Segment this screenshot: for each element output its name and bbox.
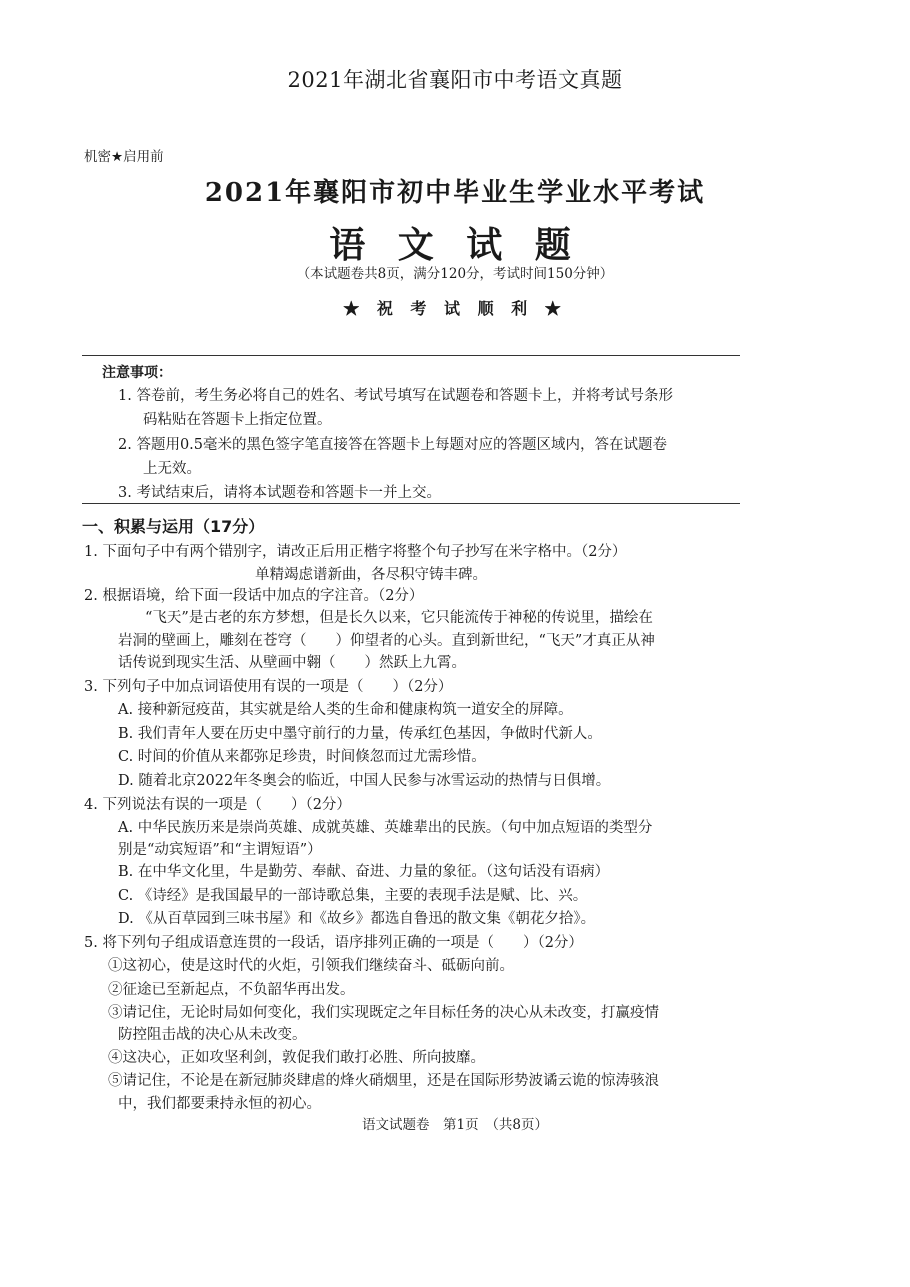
notice-line: 3. 考试结束后，请将本试题卷和答题卡一并上交。 — [118, 485, 441, 501]
section-heading: 一、积累与运用（17分） — [82, 517, 265, 536]
notice-bottom-rule — [82, 503, 740, 504]
sentence-line: ④这决心，正如攻坚利剑，敦促我们敢打必胜、所向披靡。 — [108, 1050, 485, 1066]
option-line: 别是“动宾短语”和“主谓短语”） — [118, 842, 322, 858]
sentence-line: 中，我们都要秉持永恒的初心。 — [118, 1096, 321, 1112]
question-line: 话传说到现实生活、从壁画中翱（ ）然跃上九霄。 — [118, 655, 466, 671]
option-line: A. 中华民族历来是崇尚英雄、成就英雄、英雄辈出的民族。（句中加点短语的类型分 — [118, 820, 653, 836]
sentence-line: ③请记住，无论时局如何变化，我们实现既定之年目标任务的决心从未改变，打赢疫情 — [108, 1005, 659, 1021]
option-line: B. 我们青年人要在历史中墨守前行的力量，传承红色基因，争做时代新人。 — [118, 726, 602, 742]
notice-line: 上无效。 — [143, 461, 201, 477]
option-line: D. 随着北京2022年冬奥会的临近，中国人民参与冰雪运动的热情与日俱增。 — [118, 773, 611, 789]
notice-line: 2. 答题用0.5毫米的黑色签字笔直接答在答题卡上每题对应的答题区域内，答在试题卷 — [118, 437, 668, 453]
document-title: 2021年湖北省襄阳市中考语文真题 — [287, 68, 623, 92]
question-line: 单精竭虑谱新曲，各尽积守铸丰碑。 — [255, 567, 487, 583]
exam-name: 2021年襄阳市初中毕业生学业水平考试 — [204, 178, 706, 208]
sentence-line: 防控阻击战的决心从未改变。 — [118, 1027, 307, 1043]
question-line: 5. 将下列句子组成语意连贯的一段话，语序排列正确的一项是（ ）（2分） — [84, 935, 583, 951]
option-line: C. 《诗经》是我国最早的一部诗歌总集，主要的表现手法是赋、比、兴。 — [118, 888, 588, 904]
page-footer: 语文试题卷 第1页 （共8页） — [362, 1117, 548, 1133]
option-line: A. 接种新冠疫苗，其实就是给人类的生命和健康构筑一道安全的屏障。 — [118, 702, 573, 718]
notice-top-rule — [82, 355, 740, 356]
option-line: D. 《从百草园到三味书屋》和《故乡》都选自鲁迅的散文集《朝花夕拾》。 — [118, 911, 596, 927]
notice-line: 1. 答卷前，考生务必将自己的姓名、考试号填写在试题卷和答题卡上，并将考试号条形 — [118, 388, 673, 404]
question-line: 1. 下面句子中有两个错别字，请改正后用正楷字将整个句子抄写在米字格中。（2分） — [84, 544, 627, 560]
sentence-line: ②征途已至新起点，不负韶华再出发。 — [108, 982, 355, 998]
notice-title: 注意事项： — [102, 365, 172, 381]
question-line: 岩洞的壁画上，雕刻在苍穹（ ）仰望者的心头。直到新世纪，“飞天”才真正从神 — [118, 633, 655, 649]
notice-line: 码粘贴在答题卡上指定位置。 — [143, 412, 332, 428]
exam-meta: （本试题卷共8页，满分120分，考试时间150分钟） — [296, 266, 614, 282]
question-line: 3. 下列句子中加点词语使用有误的一项是（ ）（2分） — [84, 679, 453, 695]
option-line: B. 在中华文化里，牛是勤劳、奉献、奋进、力量的象征。（这句话没有语病） — [118, 864, 610, 880]
question-line: 2. 根据语境，给下面一段话中加点的字注音。（2分） — [84, 588, 424, 604]
question-line: 4. 下列说法有误的一项是（ ）（2分） — [84, 797, 351, 813]
good-luck-banner: ★ 祝 考 试 顺 利 ★ — [343, 299, 567, 318]
subject-title: 语 文 试 题 — [329, 224, 581, 266]
option-line: C. 时间的价值从来都弥足珍贵，时间倏忽而过尤需珍惜。 — [118, 749, 486, 765]
question-line: “飞天”是古老的东方梦想，但是长久以来，它只能流传于神秘的传说里，描绘在 — [145, 610, 653, 626]
secret-label: 机密★启用前 — [84, 149, 164, 165]
sentence-line: ①这初心，使是这时代的火炬，引领我们继续奋斗、砥砺向前。 — [108, 958, 514, 974]
sentence-line: ⑤请记住，不论是在新冠肺炎肆虐的烽火硝烟里，还是在国际形势波谲云诡的惊涛骇浪 — [108, 1073, 659, 1089]
